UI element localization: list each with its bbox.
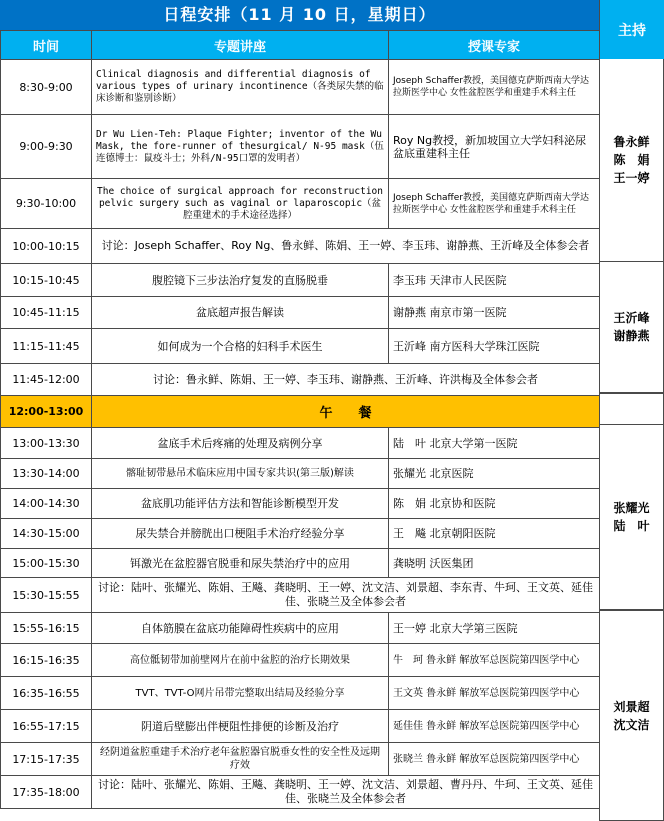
table-row	[1, 264, 600, 297]
time-cell: 10:15-10:45	[1, 264, 92, 297]
discussion-cell: 讨论：陆叶、张耀光、陈娟、王飚、龚晓明、王一婷、沈文洁、刘景超、曹丹丹、牛珂、王文英、延佳佳、张晓兰及全体参会者	[92, 776, 600, 809]
schedule-title: 日程安排（11 月 10 日，星期日）	[0, 0, 599, 30]
topic-cell: 铒激光在盆腔器官脱垂和尿失禁治疗中的应用	[92, 549, 389, 578]
discussion-cell: 讨论：鲁永鲜、陈娟、王一婷、李玉玮、谢静燕、王沂峰、许洪梅及全体参会者	[92, 364, 600, 396]
topic-cell: 高位骶韧带加前壁网片在前中盆腔的治疗长期效果	[92, 644, 389, 677]
host-name: 谢静燕	[613, 329, 650, 343]
time-cell: 10:00-10:15	[1, 229, 92, 264]
host-cell-morning-2	[599, 262, 664, 393]
time-cell: 14:00-14:30	[1, 489, 92, 519]
time-cell: 12:00-13:00	[1, 396, 92, 428]
topic-cell: 盆底肌功能评估方法和智能诊断模型开发	[92, 489, 389, 519]
host-cell-afternoon-2	[599, 610, 664, 821]
speaker-cell: 张耀光 北京医院	[389, 459, 600, 489]
time-cell: 15:55-16:15	[1, 613, 92, 644]
table-row	[1, 364, 600, 396]
time-cell: 10:45-11:15	[1, 297, 92, 329]
time-cell: 9:00-9:30	[1, 115, 92, 179]
time-cell: 16:15-16:35	[1, 644, 92, 677]
discussion-cell: 讨论：陆叶、张耀光、陈娟、王飚、龚晓明、王一婷、沈文洁、刘景超、李东青、牛珂、王文英、延佳佳、张晓兰及全体参会者	[92, 578, 600, 613]
topic-cell: Dr Wu Lien-Teh: Plaque Fighter; inventor of the Wu Mask, the fore-runner of thesurgical/ N-95 mask（伍连德博士：鼠疫斗士；外科/N-95口罩的发明者）	[92, 115, 389, 179]
time-cell: 8:30-9:00	[1, 60, 92, 115]
topic-cell: 腹腔镜下三步法治疗复发的直肠脱垂	[92, 264, 389, 297]
topic-cell: TVT、TVT-O网片吊带完整取出结局及经验分享	[92, 677, 389, 710]
speaker-cell: 龚晓明 沃医集团	[389, 549, 600, 578]
speaker-cell: Joseph Schaffer教授，美国德克萨斯西南大学达拉斯医学中心 女性盆腔医学和重建手术科主任	[389, 179, 600, 229]
table-row	[1, 489, 600, 519]
time-cell: 16:55-17:15	[1, 710, 92, 743]
table-row	[1, 229, 600, 264]
speaker-cell: 谢静燕 南京市第一医院	[389, 297, 600, 329]
speaker-cell: 李玉玮 天津市人民医院	[389, 264, 600, 297]
table-row	[1, 179, 600, 229]
table-row	[1, 644, 600, 677]
speaker-cell: 牛 珂 鲁永鲜 解放军总医院第四医学中心	[389, 644, 600, 677]
topic-cell: 髂耻韧带悬吊术临床应用中国专家共识(第三版)解读	[92, 459, 389, 489]
table-row	[1, 297, 600, 329]
host-name: 王一婷	[613, 171, 650, 185]
time-cell: 13:00-13:30	[1, 428, 92, 459]
speaker-cell: Joseph Schaffer教授，美国德克萨斯西南大学达拉斯医学中心 女性盆腔医学和重建手术科主任	[389, 60, 600, 115]
time-cell: 11:15-11:45	[1, 329, 92, 364]
speaker-cell: 王 飚 北京朝阳医院	[389, 519, 600, 549]
time-cell: 17:35-18:00	[1, 776, 92, 809]
time-cell: 11:45-12:00	[1, 364, 92, 396]
lunch-row	[1, 396, 600, 428]
time-cell: 9:30-10:00	[1, 179, 92, 229]
table-row	[1, 578, 600, 613]
topic-cell: 盆底超声报告解读	[92, 297, 389, 329]
time-cell: 16:35-16:55	[1, 677, 92, 710]
table-row	[1, 710, 600, 743]
time-cell: 14:30-15:00	[1, 519, 92, 549]
host-name: 王沂峰	[613, 311, 650, 325]
host-name: 鲁永鲜	[613, 135, 650, 149]
topic-cell: 盆底手术后疼痛的处理及病例分享	[92, 428, 389, 459]
table-row	[1, 428, 600, 459]
table-row	[1, 549, 600, 578]
host-cell-afternoon-1	[599, 425, 664, 610]
speaker-cell: 王一婷 北京大学第三医院	[389, 613, 600, 644]
table-row	[1, 613, 600, 644]
table-row	[1, 459, 600, 489]
topic-cell: 经阴道盆腔重建手术治疗老年盆腔器官脱垂女性的安全性及远期疗效	[92, 743, 389, 776]
host-name: 陆 叶	[613, 519, 650, 533]
speaker-cell: 王沂峰 南方医科大学珠江医院	[389, 329, 600, 364]
speaker-cell: Roy Ng教授，新加坡国立大学妇科泌尿盆底重建科主任	[389, 115, 600, 179]
table-row	[1, 60, 600, 115]
host-name: 张耀光	[613, 501, 650, 515]
topic-cell: 自体筋膜在盆底功能障碍性疾病中的应用	[92, 613, 389, 644]
discussion-cell: 讨论：Joseph Schaffer、Roy Ng、鲁永鲜、陈娟、王一婷、李玉玮、谢静燕、王沂峰及全体参会者	[92, 229, 600, 264]
host-name: 刘景超	[613, 699, 650, 714]
time-cell: 15:30-15:55	[1, 578, 92, 613]
table-row	[1, 743, 600, 776]
speaker-header: 授课专家	[389, 31, 600, 60]
table-row	[1, 519, 600, 549]
time-header: 时间	[1, 31, 92, 60]
table-row	[1, 329, 600, 364]
time-cell: 17:15-17:35	[1, 743, 92, 776]
topic-cell: 如何成为一个合格的妇科手术医生	[92, 329, 389, 364]
speaker-cell: 陈 娟 北京协和医院	[389, 489, 600, 519]
topic-cell: 阴道后壁膨出伴梗阻性排便的诊断及治疗	[92, 710, 389, 743]
header-row	[1, 31, 600, 60]
table-row	[1, 776, 600, 809]
speaker-cell: 陆 叶 北京大学第一医院	[389, 428, 600, 459]
host-header: 主持	[599, 0, 664, 59]
topic-cell: Clinical diagnosis and differential diagnosis of various types of urinary incontinence（各类尿失禁的临床诊断和鉴别诊断）	[92, 60, 389, 115]
lunch-cell: 午 餐	[92, 396, 600, 428]
host-cell-lunch	[599, 393, 664, 425]
time-cell: 13:30-14:00	[1, 459, 92, 489]
topic-cell: The choice of surgical approach for reconstruction pelvic surgery such as vaginal or laparoscopic（盆腔重建术的手术途径选择）	[92, 179, 389, 229]
table-row	[1, 677, 600, 710]
speaker-cell: 王文英 鲁永鲜 解放军总医院第四医学中心	[389, 677, 600, 710]
speaker-cell: 张晓兰 鲁永鲜 解放军总医院第四医学中心	[389, 743, 600, 776]
topic-header: 专题讲座	[92, 31, 389, 60]
time-cell: 15:00-15:30	[1, 549, 92, 578]
schedule-table	[0, 30, 600, 809]
host-name: 陈 娟	[613, 153, 650, 167]
speaker-cell: 延佳佳 鲁永鲜 解放军总医院第四医学中心	[389, 710, 600, 743]
host-cell-morning-1	[599, 59, 664, 262]
topic-cell: 尿失禁合并膀胱出口梗阻手术治疗经验分享	[92, 519, 389, 549]
host-name: 沈文洁	[613, 717, 650, 732]
table-row	[1, 115, 600, 179]
